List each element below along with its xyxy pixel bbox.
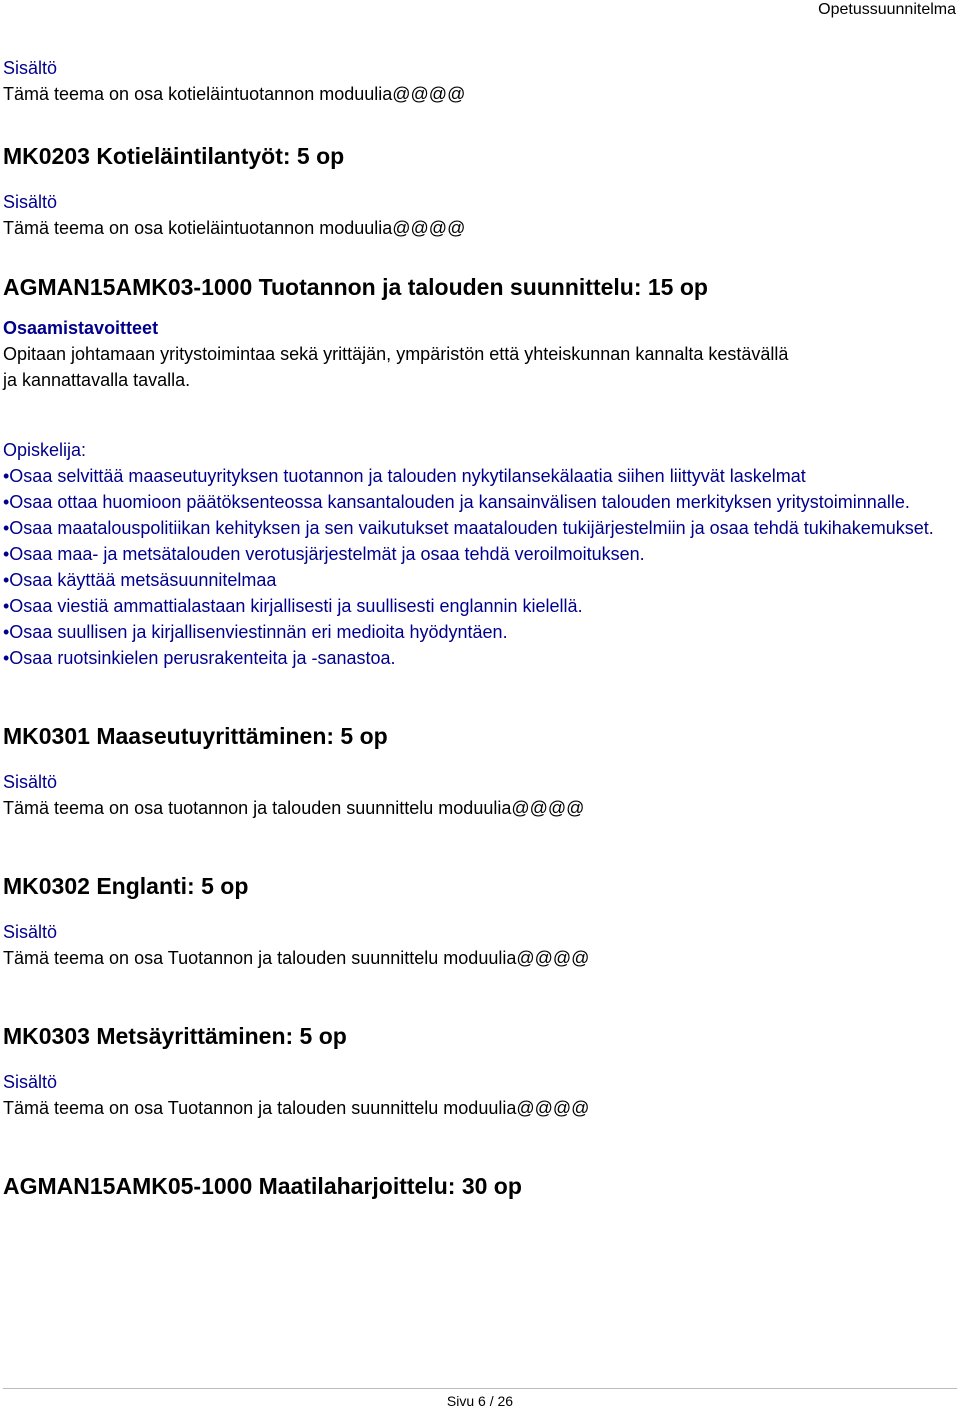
section-label: Sisältö <box>3 922 58 942</box>
module-title: MK0303 Metsäyrittäminen: 5 op <box>3 1023 347 1049</box>
learning-outcomes-heading: Osaamistavoitteet <box>3 318 159 338</box>
section-label: Sisältö <box>3 772 58 792</box>
section-text: Tämä teema on osa Tuotannon ja talouden suunnittelu moduulia@@@@ <box>3 1098 590 1118</box>
bullet-item: •Osaa maatalouspolitiikan kehityksen ja sen vaikutukset maatalouden tukijärjestelmiin ja osaa tehdä tukihakemukset. <box>3 518 934 538</box>
bullet-item: •Osaa viestiä ammattialastaan kirjallisesti ja suullisesti englannin kielellä. <box>3 596 583 616</box>
document-header-title: Opetussuunnitelma <box>818 1 956 18</box>
section-label: Sisältö <box>3 1072 58 1092</box>
main-module-section <box>3 1171 955 1201</box>
student-label: Opiskelija: <box>3 440 87 460</box>
content-section <box>3 56 955 107</box>
footer-divider <box>3 1388 957 1389</box>
module-title: MK0203 Kotieläintilantyöt: 5 op <box>3 143 345 169</box>
main-module-title: AGMAN15AMK03-1000 Tuotannon ja talouden suunnittelu: 15 op <box>3 274 708 300</box>
bullet-item: •Osaa maa- ja metsätalouden verotusjärjestelmät ja osaa tehdä veroilmoituksen. <box>3 544 645 564</box>
bullet-item: •Osaa käyttää metsäsuunnitelmaa <box>3 570 277 590</box>
page-number: Sivu 6 / 26 <box>446 1393 514 1409</box>
section-label: Sisältö <box>3 192 58 212</box>
bullet-item: •Osaa ruotsinkielen perusrakenteita ja -sanastoa. <box>3 648 396 668</box>
section-text: Tämä teema on osa Tuotannon ja talouden suunnittelu moduulia@@@@ <box>3 948 590 968</box>
document-content <box>3 56 955 1201</box>
main-module-title: AGMAN15AMK05-1000 Maatilaharjoittelu: 30 op <box>3 1173 522 1199</box>
bullet-item: •Osaa suullisen ja kirjallisenviestinnän eri medioita hyödyntäen. <box>3 622 508 642</box>
section-text: Tämä teema on osa kotieläintuotannon moduulia@@@@ <box>3 218 466 238</box>
bullet-item: •Osaa selvittää maaseutuyrityksen tuotannon ja talouden nykytilansekälaatia siihen liittyvät laskelmat <box>3 466 806 486</box>
outcomes-bullet-list <box>3 463 955 671</box>
main-module-section <box>3 272 955 671</box>
section-text: Tämä teema on osa kotieläintuotannon moduulia@@@@ <box>3 84 466 104</box>
module-title: MK0302 Englanti: 5 op <box>3 873 249 899</box>
module-section <box>3 721 955 821</box>
module-title: MK0301 Maaseutuyrittäminen: 5 op <box>3 723 388 749</box>
bullet-item: •Osaa ottaa huomioon päätöksenteossa kansantalouden ja kansainvälisen talouden merkityksen yritystoiminnalle. <box>3 492 910 512</box>
module-section <box>3 1021 955 1121</box>
learning-outcomes-text-line1: Opitaan johtamaan yritystoimintaa sekä yrittäjän, ympäristön että yhteiskunnan kannalta kestävällä <box>3 344 789 364</box>
section-text: Tämä teema on osa tuotannon ja talouden suunnittelu moduulia@@@@ <box>3 798 585 818</box>
section-label: Sisältö <box>3 58 58 78</box>
learning-outcomes-text-line2: ja kannattavalla tavalla. <box>3 370 191 390</box>
module-section <box>3 141 955 241</box>
module-section <box>3 871 955 971</box>
